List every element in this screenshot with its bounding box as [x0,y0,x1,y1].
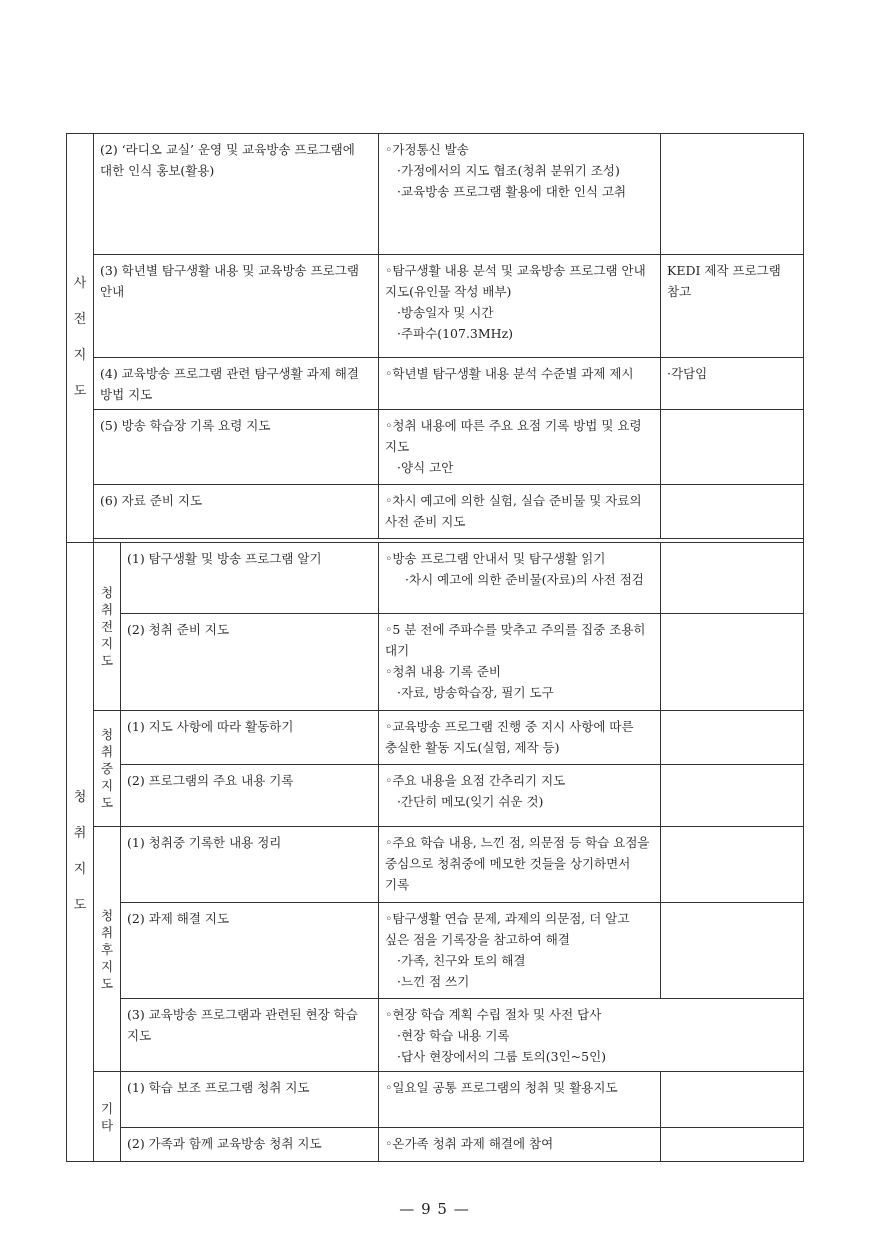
table-row [67,827,804,903]
item-cell: (2) 프로그램의 주요 내용 기록 [121,765,379,827]
content-cell: ◦현장 학습 계획 수립 절차 및 사전 답사 ·현장 학습 내용 기록 ·답사 현장에서의 그룹 토의(3인~5인) [379,999,804,1072]
table-row [67,543,804,614]
item-cell: (1) 청취중 기록한 내용 정리 [121,827,379,903]
table-row [67,410,804,485]
subsection-label-etc: 기타 [94,1072,121,1162]
content-cell: ◦주요 내용을 요점 간추리기 지도 ·간단히 메모(잊기 쉬운 것) [379,765,661,827]
section-label-listening: 청취지도 [67,543,94,1162]
item-cell: (6) 자료 준비 지도 [94,485,379,539]
table-row [67,765,804,827]
note-cell [661,765,804,827]
note-cell [661,614,804,711]
subsection-label-during: 청취중지도 [94,711,121,827]
content-cell: ◦5 분 전에 주파수를 맞추고 주의를 집중 조용히 대기 ◦청취 내용 기록 준비 ·자료, 방송학습장, 필기 도구 [379,614,661,711]
subsection-label-after: 청취후지도 [94,827,121,1072]
note-cell [661,410,804,485]
note-cell [661,903,804,999]
content-cell: ◦청취 내용에 따른 주요 요점 기록 방법 및 요령 지도 ·양식 고안 [379,410,661,485]
note-cell [661,485,804,539]
content-cell: ◦주요 학습 내용, 느낀 점, 의문점 등 학습 요점을 중심으로 청취중에 메모한 것들을 상기하면서 기록 [379,827,661,903]
note-cell [661,711,804,765]
item-cell: (2) 청취 준비 지도 [121,614,379,711]
content-cell: ◦가정통신 발송 ·가정에서의 지도 협조(청취 분위기 조성) ·교육방송 프로그램 활용에 대한 인식 고취 [379,134,661,255]
table-row [67,134,804,255]
item-cell: (2) 가족과 함께 교육방송 청취 지도 [121,1128,379,1162]
content-cell: ◦방송 프로그램 안내서 및 탐구생활 읽기 ·차시 예고에 의한 준비물(자료)의 사전 점검 [379,543,661,614]
content-cell: ◦차시 예고에 의한 실험, 실습 준비물 및 자료의 사전 준비 지도 [379,485,661,539]
note-cell: KEDI 제작 프로그램 참고 [661,255,804,358]
note-cell [661,1072,804,1128]
content-cell: ◦교육방송 프로그램 진행 중 지시 사항에 따른 충실한 활동 지도(실험, 제작 등) [379,711,661,765]
item-cell: (4) 교육방송 프로그램 관련 탐구생활 과제 해결 방법 지도 [94,358,379,410]
table-row [67,1072,804,1128]
content-cell: ◦일요일 공통 프로그램의 청취 및 활용지도 [379,1072,661,1128]
content-cell: ◦온가족 청취 과제 해결에 참여 [379,1128,661,1162]
note-cell: ·각담임 [661,358,804,410]
item-cell: (1) 지도 사항에 따라 활동하기 [121,711,379,765]
table-row [67,614,804,711]
table-row [67,485,804,539]
item-cell: (1) 탐구생활 및 방송 프로그램 알기 [121,543,379,614]
note-cell [661,1128,804,1162]
table-row [67,358,804,410]
subsection-label-before: 청취전지도 [94,543,121,711]
item-cell: (3) 학년별 탐구생활 내용 및 교육방송 프로그램 안내 [94,255,379,358]
item-cell: (3) 교육방송 프로그램과 관련된 현장 학습 지도 [121,999,379,1072]
table-row [67,999,804,1072]
note-cell [661,543,804,614]
item-cell: (2) ‘라디오 교실’ 운영 및 교육방송 프로그램에 대한 인식 홍보(활용) [94,134,379,255]
table-row [67,711,804,765]
item-cell: (5) 방송 학습장 기록 요령 지도 [94,410,379,485]
page-number: — 9 5 — [399,1200,470,1218]
content-cell: ◦탐구생활 연습 문제, 과제의 의문점, 더 알고 싶은 점을 기록장을 참고하여 해결 ·가족, 친구와 토의 해결 ·느낀 점 쓰기 [379,903,661,999]
item-cell: (1) 학습 보조 프로그램 청취 지도 [121,1072,379,1128]
guidance-table [66,133,804,1162]
item-cell: (2) 과제 해결 지도 [121,903,379,999]
section-label-pre: 사전지도 [67,134,94,543]
table-row [67,1128,804,1162]
content-cell: ◦탐구생활 내용 분석 및 교육방송 프로그램 안내 지도(유인물 작성 배부) ·방송일자 및 시간 ·주파수(107.3MHz) [379,255,661,358]
note-cell [661,134,804,255]
table-row [67,903,804,999]
content-cell: ◦학년별 탐구생활 내용 분석 수준별 과제 제시 [379,358,661,410]
table-row [67,255,804,358]
note-cell [661,827,804,903]
